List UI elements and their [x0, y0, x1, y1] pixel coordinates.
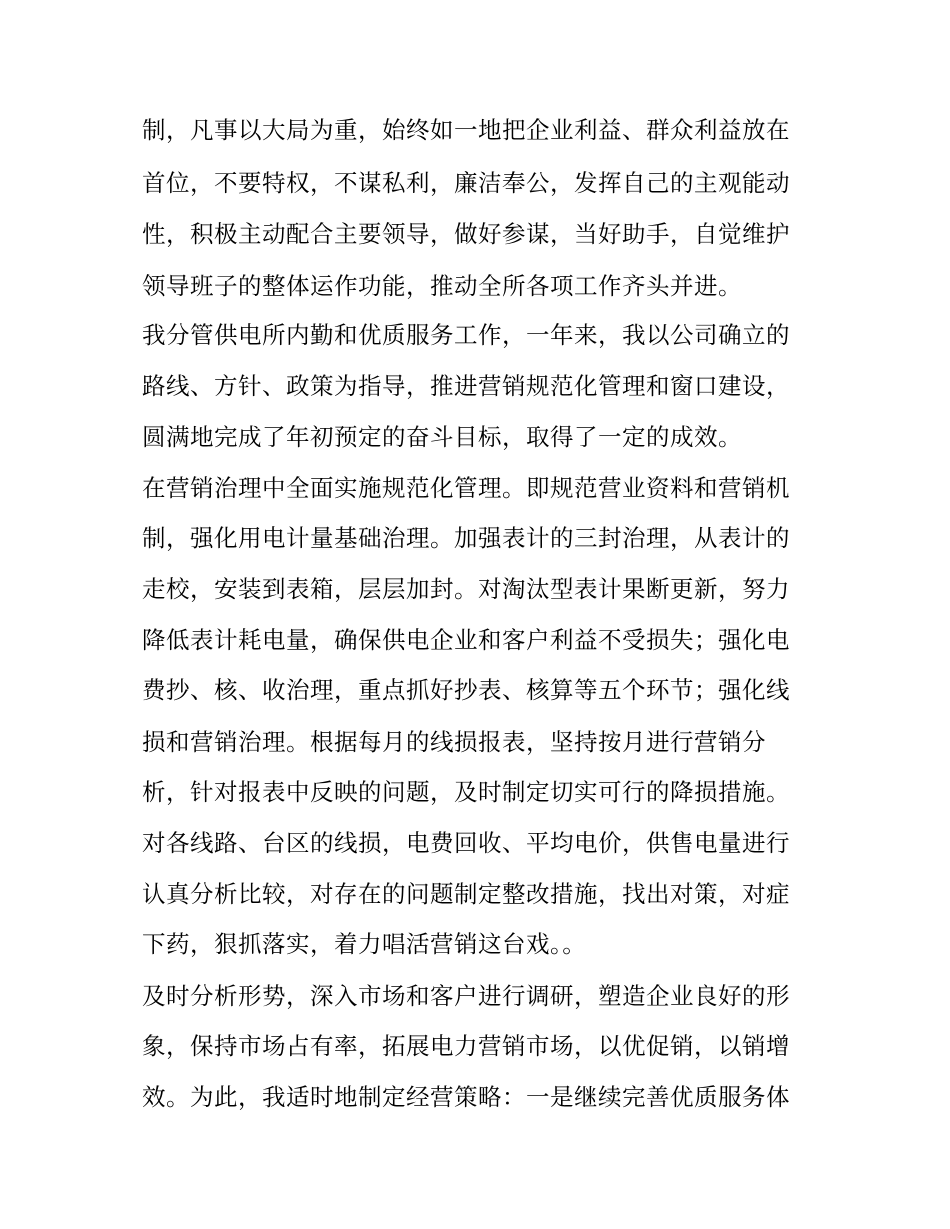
text-line: 制，强化用电计量基础治理。加强表计的三封治理，从表计的: [142, 524, 790, 552]
text-line: 损和营销治理。根据每月的线损报表，坚持按月进行营销分: [142, 728, 766, 756]
text-line: 下药，狠抓落实，着力唱活营销这台戏。。: [142, 930, 587, 958]
text-line: 领导班子的整体运作功能，推动全所各项工作齐头并进。: [142, 272, 742, 300]
text-line: 降低表计耗电量，确保供电企业和客户利益不受损失；强化电: [142, 626, 790, 654]
text-line: 对各线路、台区的线损，电费回收、平均电价，供售电量进行: [142, 829, 790, 857]
text-line: 性，积极主动配合主要领导，做好参谋，当好助手，自觉维护: [142, 220, 790, 248]
text-line: 圆满地完成了年初预定的奋斗目标，取得了一定的成效。: [142, 423, 742, 451]
text-line: 走校，安装到表箱，层层加封。对淘汰型表计果断更新，努力: [142, 575, 790, 603]
text-line: 效。为此，我适时地制定经营策略：一是继续完善优质服务体: [142, 1083, 790, 1111]
text-line: 及时分析形势，深入市场和客户进行调研，塑造企业良好的形: [142, 982, 790, 1010]
text-line: 首位，不要特权，不谋私利，廉洁奉公，发挥自己的主观能动: [142, 169, 790, 197]
text-line: 象，保持市场占有率，拓展电力营销市场，以优促销，以销增: [142, 1032, 790, 1060]
text-line: 在营销治理中全面实施规范化管理。即规范营业资料和营销机: [142, 474, 790, 502]
text-line: 认真分析比较，对存在的问题制定整改措施，找出对策，对症: [142, 880, 790, 908]
text-line: 析，针对报表中反映的问题，及时制定切实可行的降损措施。: [142, 778, 790, 806]
text-line: 我分管供电所内勤和优质服务工作，一年来，我以公司确立的: [142, 321, 790, 349]
text-line: 制，凡事以大局为重，始终如一地把企业利益、群众利益放在: [142, 116, 790, 144]
text-line: 路线、方针、政策为指导，推进营销规范化管理和窗口建设，: [142, 372, 790, 400]
text-line: 费抄、核、收治理，重点抓好抄表、核算等五个环节；强化线: [142, 676, 790, 704]
